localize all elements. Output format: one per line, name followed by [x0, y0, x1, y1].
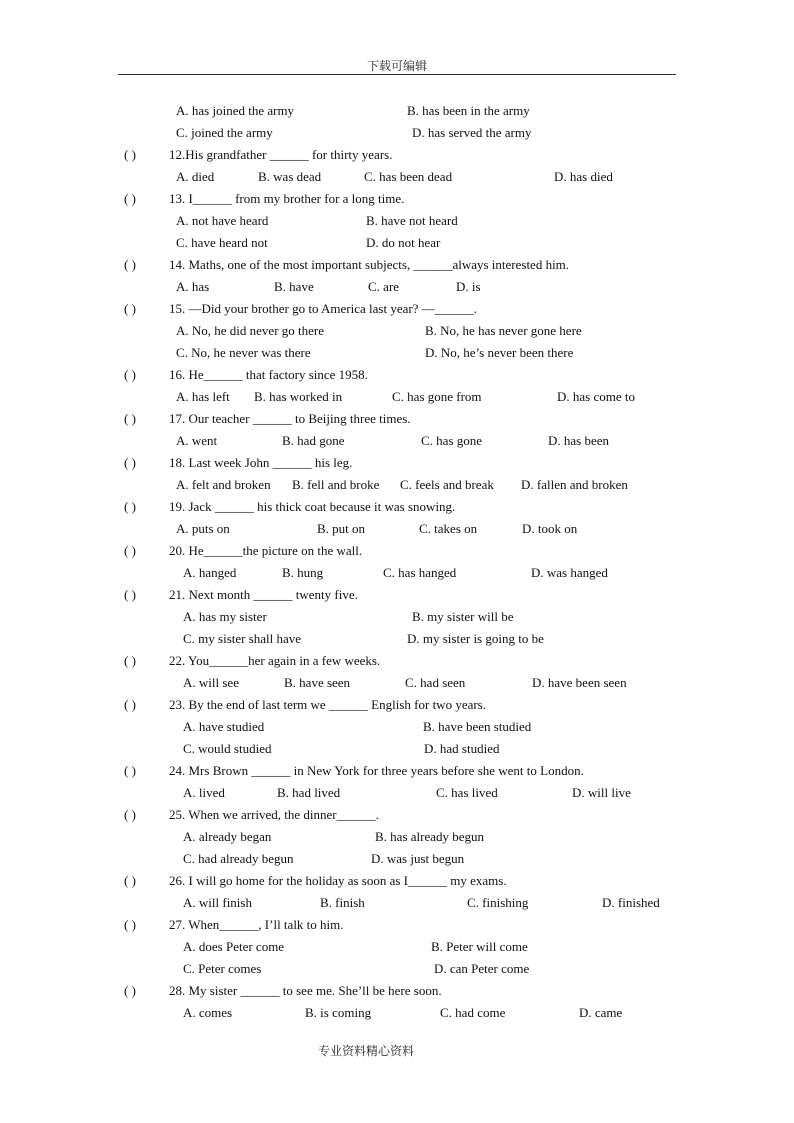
- answer-option: B. has been in the army: [407, 103, 530, 118]
- answer-option: B. Peter will come: [431, 939, 528, 954]
- answer-option: C. has been dead: [364, 169, 453, 184]
- answer-option: A. already began: [183, 829, 272, 844]
- options-line: [0, 672, 794, 694]
- answer-option: A. felt and broken: [176, 477, 271, 492]
- answer-parentheses: ( ): [124, 653, 136, 668]
- options-line: [0, 100, 794, 122]
- options-line: [0, 628, 794, 650]
- question-line: [0, 760, 794, 782]
- question-line: [0, 870, 794, 892]
- page-footer: 专业资料精心资料: [318, 1044, 415, 1058]
- question-text: 19. Jack ______ his thick coat because it was snowing.: [169, 499, 456, 514]
- question-line: [0, 254, 794, 276]
- answer-option: D. has served the army: [412, 125, 532, 140]
- answer-parentheses: ( ): [124, 917, 136, 932]
- answer-option: D. have been seen: [532, 675, 627, 690]
- answer-option: C. would studied: [183, 741, 272, 756]
- answer-option: B. have: [274, 279, 314, 294]
- options-line: [0, 562, 794, 584]
- page-header: 下载可编辑: [366, 59, 427, 73]
- answer-option: B. fell and broke: [292, 477, 380, 492]
- question-line: [0, 188, 794, 210]
- answer-option: D. is: [456, 279, 481, 294]
- options-line: [0, 848, 794, 870]
- answer-option: C. are: [368, 279, 400, 294]
- options-line: [0, 892, 794, 914]
- answer-option: A. went: [176, 433, 218, 448]
- answer-parentheses: ( ): [124, 543, 136, 558]
- answer-option: C. has lived: [436, 785, 498, 800]
- answer-option: C. Peter comes: [183, 961, 262, 976]
- question-text: 18. Last week John ______ his leg.: [169, 455, 353, 470]
- answer-option: B. is coming: [305, 1005, 372, 1020]
- answer-parentheses: ( ): [124, 455, 136, 470]
- answer-option: B. was dead: [258, 169, 322, 184]
- answer-option: B. my sister will be: [412, 609, 514, 624]
- answer-parentheses: ( ): [124, 499, 136, 514]
- answer-option: A. puts on: [176, 521, 230, 536]
- answer-option: D. finished: [602, 895, 660, 910]
- question-line: [0, 694, 794, 716]
- question-text: 17. Our teacher ______ to Beijing three times.: [169, 411, 411, 426]
- question-text: 23. By the end of last term we ______ English for two years.: [169, 697, 486, 712]
- question-line: [0, 298, 794, 320]
- answer-parentheses: ( ): [124, 873, 136, 888]
- answer-option: C. takes on: [419, 521, 478, 536]
- answer-option: B. hung: [282, 565, 324, 580]
- answer-option: C. finishing: [467, 895, 529, 910]
- answer-option: D. had studied: [424, 741, 500, 756]
- answer-option: D. has died: [554, 169, 613, 184]
- answer-option: D. can Peter come: [434, 961, 530, 976]
- answer-option: D. No, he’s never been there: [425, 345, 574, 360]
- answer-option: A. comes: [183, 1005, 233, 1020]
- answer-option: C. feels and break: [400, 477, 494, 492]
- answer-option: A. will finish: [183, 895, 252, 910]
- answer-option: C. had already begun: [183, 851, 294, 866]
- answer-option: B. had lived: [277, 785, 341, 800]
- answer-option: A. lived: [183, 785, 225, 800]
- options-line: [0, 210, 794, 232]
- answer-option: A. No, he did never go there: [176, 323, 325, 338]
- answer-option: D. came: [579, 1005, 623, 1020]
- answer-option: A. will see: [183, 675, 239, 690]
- answer-option: B. finish: [320, 895, 365, 910]
- question-text: 24. Mrs Brown ______ in New York for three years before she went to London.: [169, 763, 584, 778]
- question-text: 13. I______ from my brother for a long time.: [169, 191, 405, 206]
- answer-option: A. has my sister: [183, 609, 267, 624]
- answer-parentheses: ( ): [124, 587, 136, 602]
- answer-option: A. died: [176, 169, 215, 184]
- options-line: [0, 474, 794, 496]
- options-line: [0, 826, 794, 848]
- answer-option: C. had come: [440, 1005, 506, 1020]
- answer-parentheses: ( ): [124, 697, 136, 712]
- question-text: 20. He______the picture on the wall.: [169, 543, 363, 558]
- answer-parentheses: ( ): [124, 367, 136, 382]
- answer-option: B. had gone: [282, 433, 345, 448]
- answer-parentheses: ( ): [124, 983, 136, 998]
- question-text: 21. Next month ______ twenty five.: [169, 587, 358, 602]
- options-line: [0, 738, 794, 760]
- question-line: [0, 452, 794, 474]
- answer-option: D. my sister is going to be: [407, 631, 544, 646]
- answer-parentheses: ( ): [124, 147, 136, 162]
- question-text: 16. He______ that factory since 1958.: [169, 367, 368, 382]
- answer-parentheses: ( ): [124, 257, 136, 272]
- question-text: 25. When we arrived, the dinner______.: [169, 807, 379, 822]
- answer-option: A. does Peter come: [183, 939, 285, 954]
- answer-option: D. has been: [548, 433, 610, 448]
- question-text: 15. —Did your brother go to America last year? —______.: [169, 301, 477, 316]
- answer-parentheses: ( ): [124, 411, 136, 426]
- options-line: [0, 342, 794, 364]
- answer-parentheses: ( ): [124, 191, 136, 206]
- options-line: [0, 936, 794, 958]
- answer-option: D. fallen and broken: [521, 477, 628, 492]
- question-line: [0, 650, 794, 672]
- header-divider: [118, 74, 676, 75]
- question-line: [0, 540, 794, 562]
- question-line: [0, 408, 794, 430]
- answer-option: C. my sister shall have: [183, 631, 302, 646]
- answer-option: B. have not heard: [366, 213, 458, 228]
- question-line: [0, 914, 794, 936]
- answer-option: C. had seen: [405, 675, 466, 690]
- options-line: [0, 518, 794, 540]
- answer-option: A. has left: [176, 389, 230, 404]
- answer-option: D. will live: [572, 785, 631, 800]
- options-line: [0, 430, 794, 452]
- question-text: 26. I will go home for the holiday as soon as I______ my exams.: [169, 873, 507, 888]
- question-text: 14. Maths, one of the most important subjects, ______always interested him.: [169, 257, 570, 272]
- answer-option: A. hanged: [183, 565, 237, 580]
- answer-option: C. No, he never was there: [176, 345, 311, 360]
- answer-option: B. No, he has never gone here: [425, 323, 582, 338]
- options-line: [0, 166, 794, 188]
- answer-option: B. has worked in: [254, 389, 343, 404]
- question-line: [0, 584, 794, 606]
- answer-option: C. have heard not: [176, 235, 268, 250]
- options-line: [0, 782, 794, 804]
- options-line: [0, 386, 794, 408]
- answer-option: D. was hanged: [531, 565, 608, 580]
- answer-option: C. has hanged: [383, 565, 457, 580]
- answer-option: A. not have heard: [176, 213, 269, 228]
- options-line: [0, 320, 794, 342]
- options-line: [0, 1002, 794, 1024]
- answer-parentheses: ( ): [124, 807, 136, 822]
- answer-option: C. joined the army: [176, 125, 273, 140]
- question-text: 28. My sister ______ to see me. She’ll be here soon.: [169, 983, 442, 998]
- options-line: [0, 958, 794, 980]
- question-line: [0, 804, 794, 826]
- answer-parentheses: ( ): [124, 763, 136, 778]
- options-line: [0, 716, 794, 738]
- answer-parentheses: ( ): [124, 301, 136, 316]
- answer-option: A. have studied: [183, 719, 265, 734]
- question-text: 27. When______, I’ll talk to him.: [169, 917, 344, 932]
- answer-option: B. have been studied: [423, 719, 532, 734]
- question-line: [0, 980, 794, 1002]
- answer-option: A. has joined the army: [176, 103, 295, 118]
- answer-option: D. do not hear: [366, 235, 441, 250]
- answer-option: D. was just begun: [371, 851, 465, 866]
- answer-option: B. have seen: [284, 675, 351, 690]
- answer-option: B. put on: [317, 521, 366, 536]
- question-text: 12.His grandfather ______ for thirty years.: [169, 147, 393, 162]
- answer-option: C. has gone from: [392, 389, 482, 404]
- question-line: [0, 364, 794, 386]
- answer-option: C. has gone: [421, 433, 483, 448]
- exercise-content: [0, 100, 794, 1024]
- answer-option: D. has come to: [557, 389, 635, 404]
- options-line: [0, 276, 794, 298]
- options-line: [0, 232, 794, 254]
- question-line: [0, 496, 794, 518]
- answer-option: A. has: [176, 279, 210, 294]
- options-line: [0, 122, 794, 144]
- answer-option: B. has already begun: [375, 829, 485, 844]
- question-text: 22. You______her again in a few weeks.: [169, 653, 381, 668]
- answer-option: D. took on: [522, 521, 578, 536]
- question-line: [0, 144, 794, 166]
- options-line: [0, 606, 794, 628]
